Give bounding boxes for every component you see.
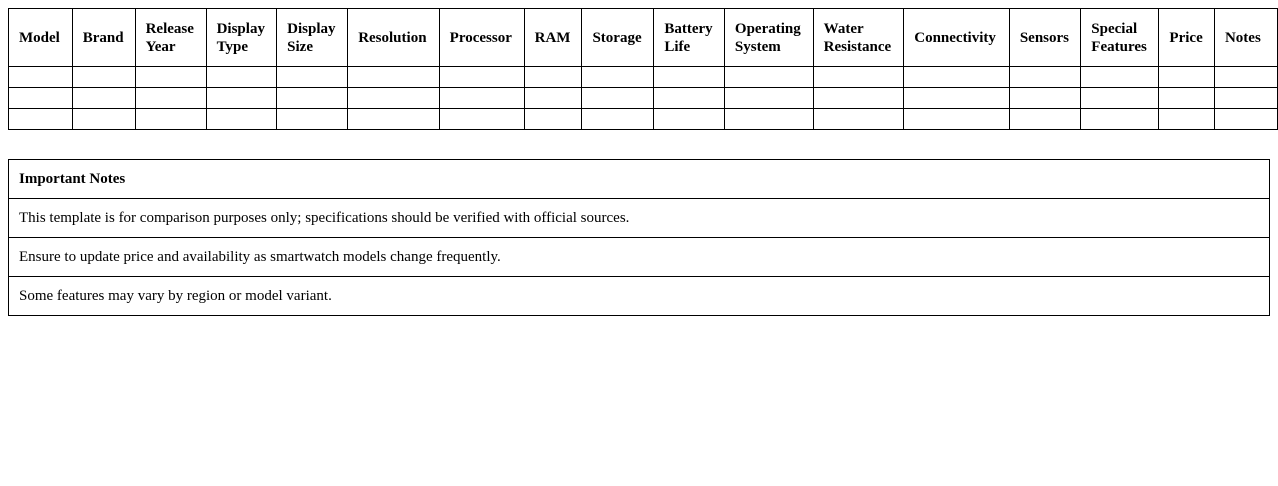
table-cell: [206, 67, 277, 88]
column-header-model: [9, 9, 73, 67]
header-text: Features: [1091, 38, 1147, 55]
column-header-connectivity: [904, 9, 1010, 67]
table-cell: [1081, 88, 1159, 109]
table-cell: [439, 109, 524, 130]
table-cell: [654, 67, 725, 88]
table-cell: [348, 88, 439, 109]
table-cell: [904, 88, 1010, 109]
column-header-water-resistance: [813, 9, 904, 67]
table-cell: [135, 109, 206, 130]
header-text: Life: [664, 38, 691, 55]
table-cell: [1214, 109, 1277, 130]
header-row: [9, 9, 1278, 67]
table-cell: [9, 67, 73, 88]
table-cell: [724, 88, 813, 109]
table-cell: [135, 67, 206, 88]
column-header-special-features: [1081, 9, 1159, 67]
header-text: System: [734, 38, 781, 55]
table-cell: [135, 88, 206, 109]
note-text: Ensure to update price and availability as smartwatch models change frequently.: [19, 248, 501, 265]
header-text: Battery: [664, 20, 713, 37]
table-cell: [813, 67, 904, 88]
table-cell: [654, 88, 725, 109]
column-header-storage: [582, 9, 654, 67]
table-cell: [813, 88, 904, 109]
column-header-resolution: [348, 9, 439, 67]
table-row: [9, 109, 1278, 130]
table-cell: [206, 109, 277, 130]
header-text: Resolution: [358, 29, 427, 46]
table-cell: [1009, 88, 1080, 109]
header-text: Notes: [1224, 29, 1261, 46]
header-text: Release: [145, 20, 194, 37]
table-cell: [1081, 67, 1159, 88]
header-text: Sensors: [1019, 29, 1069, 46]
column-header-processor: [439, 9, 524, 67]
table-cell: [72, 109, 135, 130]
header-text: Water: [823, 20, 864, 37]
table-row: [9, 67, 1278, 88]
table-cell: [72, 67, 135, 88]
header-text: Model: [19, 29, 60, 46]
note-text: This template is for comparison purposes only; specifications should be verified with official sources.: [19, 209, 630, 226]
table-cell: [582, 109, 654, 130]
table-cell: [524, 109, 582, 130]
table-cell: [1214, 88, 1277, 109]
table-cell: [439, 67, 524, 88]
column-header-ram: [524, 9, 582, 67]
header-text: Size: [287, 38, 313, 55]
column-header-display-type: [206, 9, 277, 67]
table-cell: [813, 109, 904, 130]
table-cell: [72, 88, 135, 109]
note-item: [9, 276, 1269, 315]
column-header-brand: [72, 9, 135, 67]
table-cell: [724, 109, 813, 130]
table-cell: [654, 109, 725, 130]
header-text: RAM: [534, 29, 571, 46]
header-text: Resistance: [823, 38, 892, 55]
header-text: Storage: [592, 29, 642, 46]
notes-header: [9, 160, 1269, 198]
header-text: Operating: [734, 20, 801, 37]
header-text: Display: [216, 20, 265, 37]
header-text: Brand: [82, 29, 124, 46]
table-cell: [1159, 88, 1215, 109]
table-cell: [1159, 109, 1215, 130]
table-cell: [524, 88, 582, 109]
header-text: Type: [216, 38, 248, 55]
table-cell: [1214, 67, 1277, 88]
table-cell: [724, 67, 813, 88]
note-item: [9, 237, 1269, 276]
table-cell: [904, 109, 1010, 130]
table-cell: [277, 109, 348, 130]
header-text: Connectivity: [914, 29, 996, 46]
table-cell: [582, 67, 654, 88]
table-cell: [9, 88, 73, 109]
table-cell: [277, 88, 348, 109]
note-item: [9, 198, 1269, 237]
header-text: Display: [287, 20, 336, 37]
table-cell: [348, 67, 439, 88]
column-header-release-year: [135, 9, 206, 67]
important-notes-box: [8, 159, 1270, 316]
column-header-sensors: [1009, 9, 1080, 67]
table-cell: [904, 67, 1010, 88]
table-cell: [1009, 109, 1080, 130]
table-cell: [1009, 67, 1080, 88]
table-cell: [206, 88, 277, 109]
table-cell: [582, 88, 654, 109]
header-text: Processor: [449, 29, 512, 46]
table-cell: [9, 109, 73, 130]
notes-title: Important Notes: [19, 170, 126, 187]
column-header-price: [1159, 9, 1215, 67]
table-row: [9, 88, 1278, 109]
table-cell: [1081, 109, 1159, 130]
table-cell: [348, 109, 439, 130]
column-header-battery-life: [654, 9, 725, 67]
header-text: Price: [1169, 29, 1203, 46]
header-text: Special: [1091, 20, 1138, 37]
table-cell: [1159, 67, 1215, 88]
table-cell: [277, 67, 348, 88]
smartwatch-comparison-table: [8, 8, 1278, 130]
header-text: Year: [145, 38, 176, 55]
table-cell: [439, 88, 524, 109]
column-header-operating-system: [724, 9, 813, 67]
table-cell: [524, 67, 582, 88]
column-header-display-size: [277, 9, 348, 67]
note-text: Some features may vary by region or model variant.: [19, 287, 332, 304]
column-header-notes: [1214, 9, 1277, 67]
